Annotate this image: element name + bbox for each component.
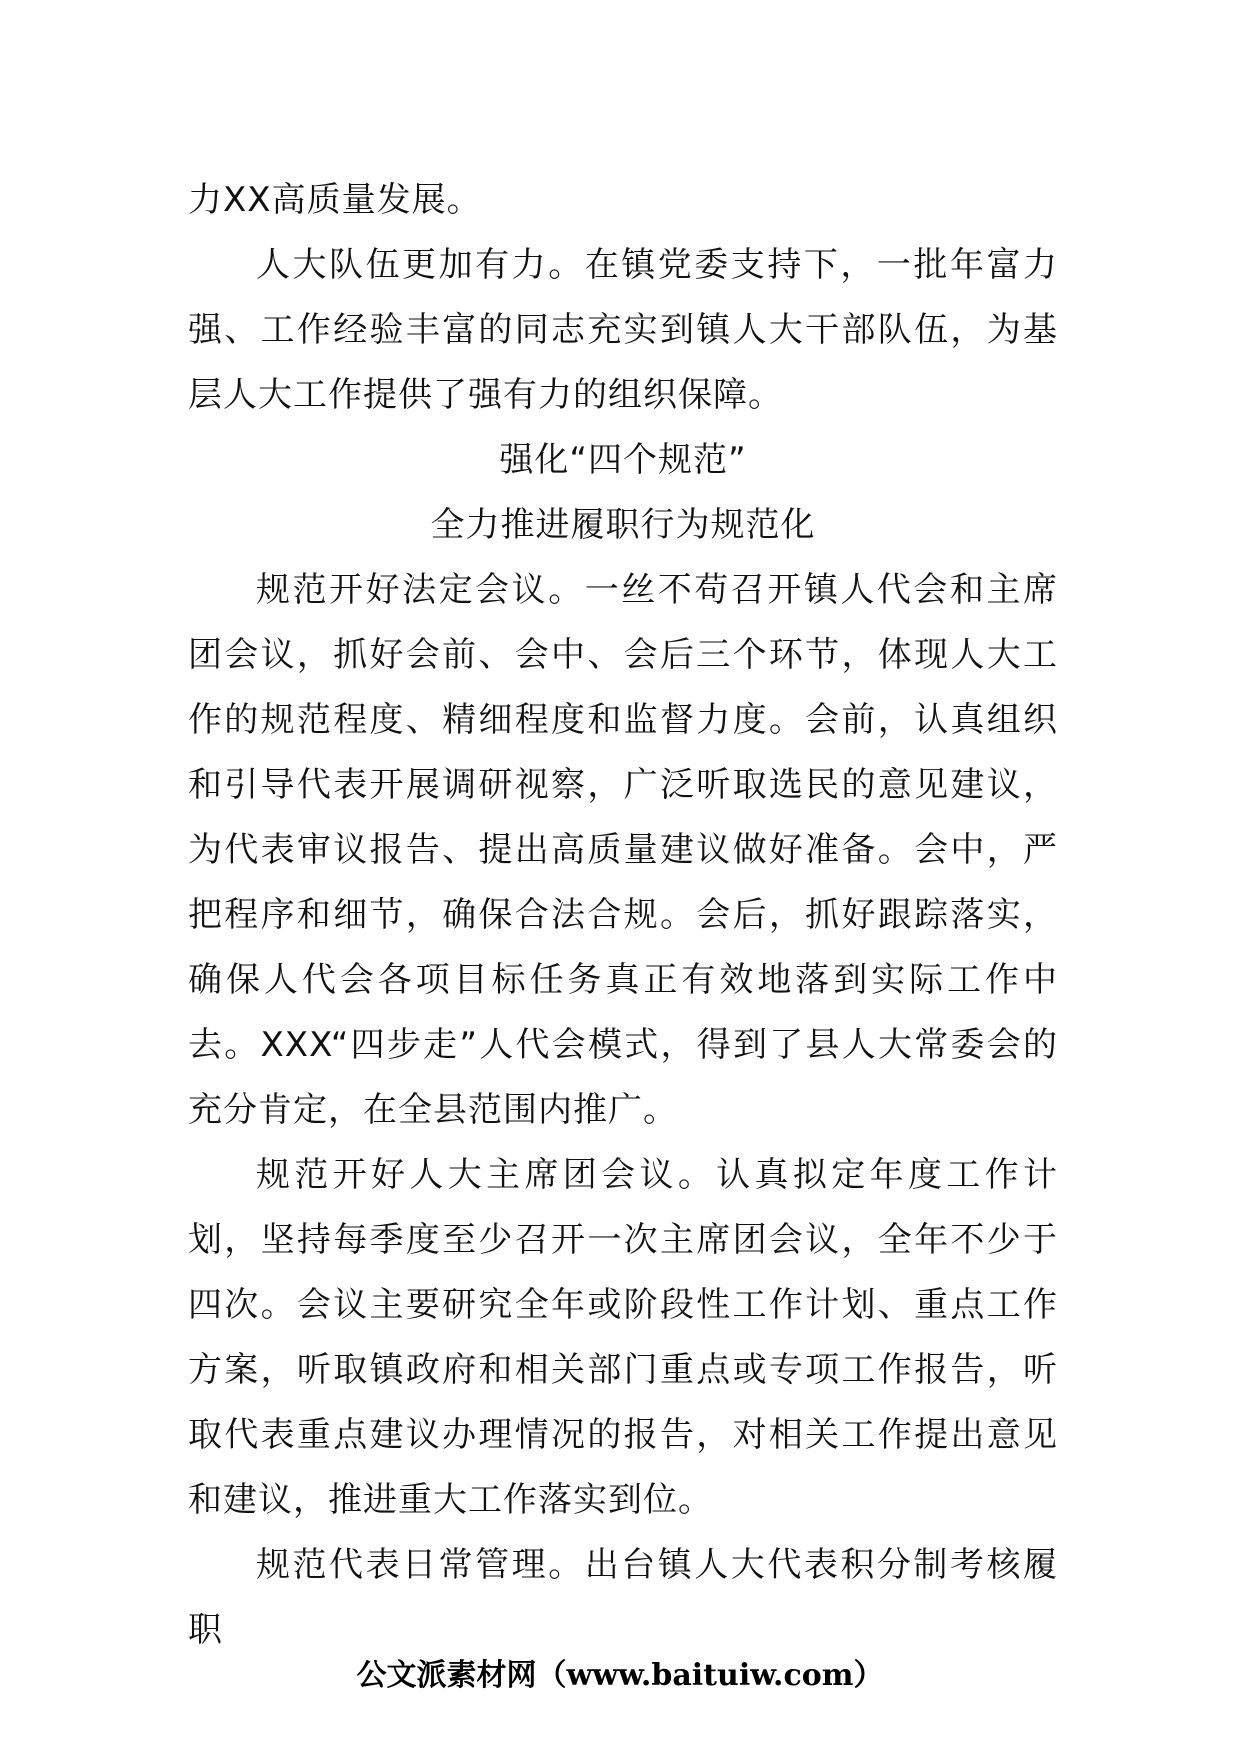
footer-watermark: 公文派素材网（www.baituiw.com） (356, 1658, 884, 1693)
section-heading-line1: 强化“四个规范” (499, 440, 747, 480)
paragraph-statutory-meetings: 规范开好法定会议。一丝不苟召开镇人代会和主席团会议，抓好会前、会中、会后三个环节，体现人大工作的规范程度、精细程度和监督力度。会前，认真组织和引导代表开展调研视察，广泛听取选民的意见建议，为代表审议报告、提出高质量建议做好准备。会中，严把程序和细节，确保合法合规。会后，抓好跟踪落实，确保人代会各项目标任务真正有效地落到实际工作中去。XXX“四步走”人代会模式，得到了县人大常委会的充分肯定，在全县范围内推广。 (188, 570, 1058, 1130)
paragraph-team-strength: 人大队伍更加有力。在镇党委支持下，一批年富力强、工作经验丰富的同志充实到镇人大干部队伍，为基层人大工作提供了强有力的组织保障。 (188, 245, 1058, 415)
section-heading-line2: 全力推进履职行为规范化 (430, 505, 816, 545)
paragraph-presidium-meetings: 规范开好人大主席团会议。认真拟定年度工作计划，坚持每季度至少召开一次主席团会议，全年不少于四次。会议主要研究全年或阶段性工作计划、重点工作方案，听取镇政府和相关部门重点或专项工作报告，听取代表重点建议办理情况的报告，对相关工作提出意见和建议，推进重大工作落实到位。 (188, 1155, 1058, 1520)
continuation-text: 力XX高质量发展。 (188, 180, 482, 220)
paragraph-deputy-management: 规范代表日常管理。出台镇人大代表积分制考核履职 (188, 1545, 1058, 1650)
document-body (188, 168, 1058, 1663)
